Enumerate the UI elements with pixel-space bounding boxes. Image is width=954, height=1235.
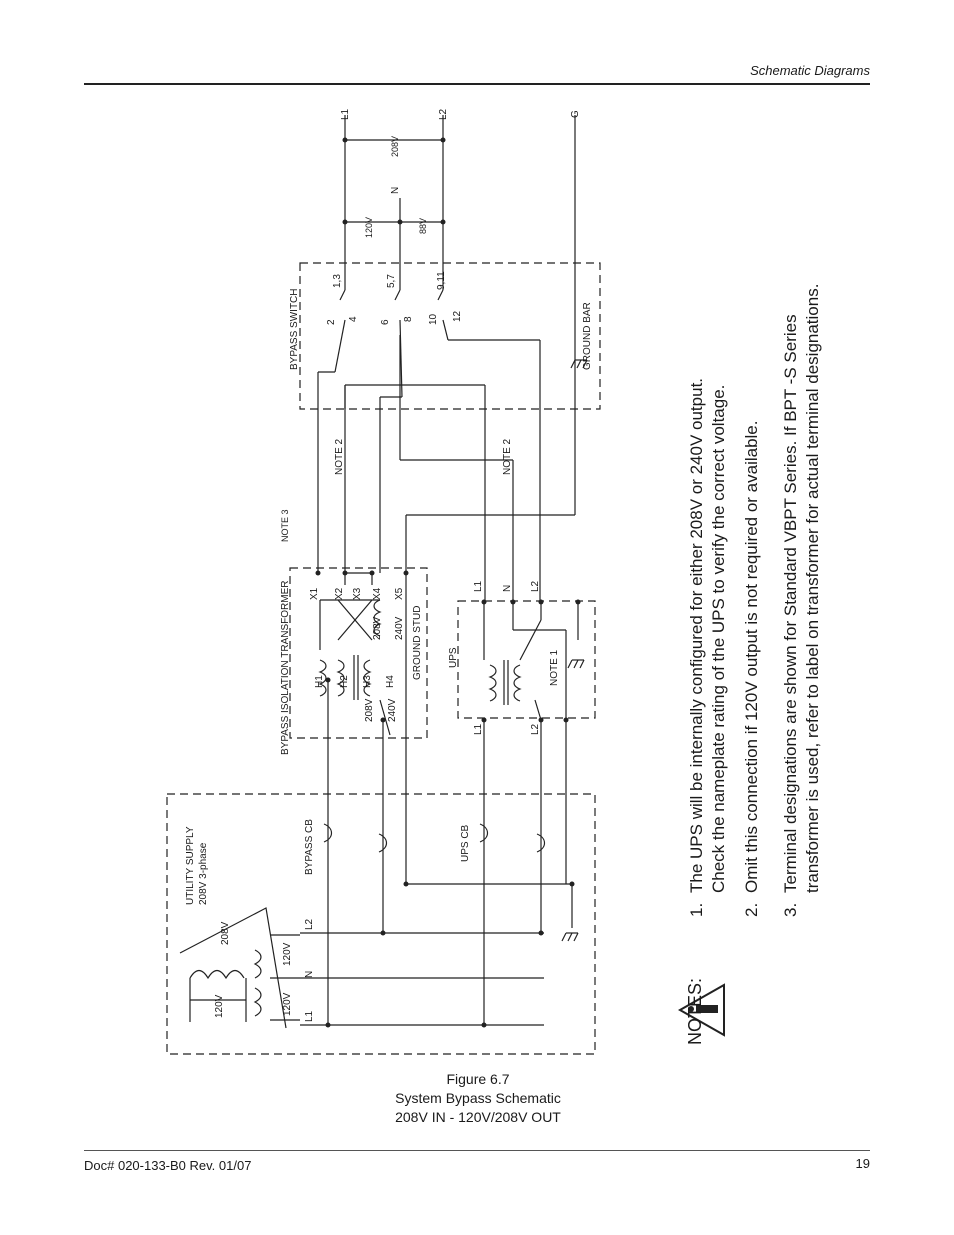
svg-text:208V: 208V: [364, 698, 375, 722]
notes-block: NOTES: 1. The UPS will be internally configured for either 208V or 240V output. Check the nameplate rating of the UPS to verify the correct voltage. 2. Omit this connection if 120V output is not required or available. 3. Terminal designations are shown for Standard VBPT Series. If BPT -S Series transformer is used, refer to label on transformer for actual terminal designations.: [685, 283, 822, 1045]
svg-text:240V: 240V: [394, 616, 405, 640]
svg-text:9,11: 9,11: [436, 271, 447, 290]
svg-text:N: N: [502, 584, 513, 592]
svg-text:5,7: 5,7: [386, 274, 397, 288]
svg-text:L2: L2: [530, 723, 541, 735]
svg-text:208V: 208V: [220, 921, 231, 945]
utility-spec-label: 208V 3-phase: [198, 842, 209, 905]
doc-number: Doc# 020-133-B0 Rev. 01/07: [84, 1158, 252, 1173]
transformer-title: BYPASS ISOLATION TRANSFORMER: [280, 580, 291, 755]
svg-text:UPS: UPS: [448, 647, 459, 668]
svg-text:120V: 120V: [282, 942, 293, 966]
figure-caption: Figure 6.7 System Bypass Schematic 208V IN - 120V/208V OUT: [395, 1071, 561, 1125]
svg-text:NOTE 1: NOTE 1: [549, 649, 560, 686]
svg-text:X5: X5: [394, 587, 405, 600]
svg-text:4: 4: [348, 316, 359, 322]
svg-text:12: 12: [452, 310, 463, 322]
svg-text:X2: X2: [334, 587, 345, 600]
svg-text:2: 2: [326, 319, 337, 325]
svg-text:120V: 120V: [282, 992, 293, 1016]
svg-text:NOTE 2: NOTE 2: [334, 438, 345, 475]
svg-text:L2: L2: [304, 918, 315, 930]
svg-text:H4: H4: [385, 675, 396, 688]
svg-text:N: N: [390, 186, 401, 194]
svg-text:NOTE 2: NOTE 2: [502, 438, 513, 475]
utility-supply-box: [167, 794, 595, 1054]
svg-text:G: G: [570, 110, 581, 118]
svg-text:1,3: 1,3: [332, 274, 343, 288]
svg-text:120V: 120V: [364, 216, 374, 238]
svg-text:L1: L1: [340, 108, 351, 120]
svg-text:NOTE 3: NOTE 3: [280, 509, 290, 542]
svg-text:88V: 88V: [418, 217, 428, 234]
svg-text:L1: L1: [304, 1010, 315, 1022]
section-title: Schematic Diagrams: [750, 63, 870, 78]
svg-text:8: 8: [403, 316, 414, 322]
notes-heading: NOTES:: [685, 977, 705, 1045]
svg-text:L2: L2: [438, 108, 449, 120]
svg-text:L1: L1: [473, 580, 484, 592]
svg-text:N: N: [304, 970, 315, 978]
svg-text:L2: L2: [530, 580, 541, 592]
svg-text:240V: 240V: [387, 698, 398, 722]
svg-text:208V: 208V: [372, 616, 383, 640]
utility-supply-label: UTILITY SUPPLY: [185, 826, 196, 905]
svg-text:X3: X3: [352, 587, 363, 600]
svg-text:GROUND BAR: GROUND BAR: [582, 302, 593, 370]
svg-text:10: 10: [428, 313, 439, 325]
bypass-cb-label: BYPASS CB: [304, 819, 315, 875]
svg-text:208V: 208V: [390, 135, 400, 157]
page-number: 19: [855, 1156, 870, 1171]
svg-text:X1: X1: [309, 587, 320, 600]
ups-cb-label: UPS CB: [460, 824, 471, 862]
svg-text:120V: 120V: [214, 994, 225, 1018]
svg-text:GROUND STUD: GROUND STUD: [412, 605, 423, 680]
bypass-switch-label: BYPASS SWITCH: [289, 288, 300, 370]
svg-text:X4: X4: [372, 587, 383, 600]
svg-text:L1: L1: [473, 723, 484, 735]
svg-text:H1: H1: [314, 675, 325, 688]
supply-delta: [180, 908, 286, 1028]
svg-text:H3: H3: [362, 675, 373, 688]
svg-text:H2: H2: [339, 675, 350, 688]
svg-text:6: 6: [380, 319, 391, 325]
footer-rule: [84, 1150, 870, 1151]
